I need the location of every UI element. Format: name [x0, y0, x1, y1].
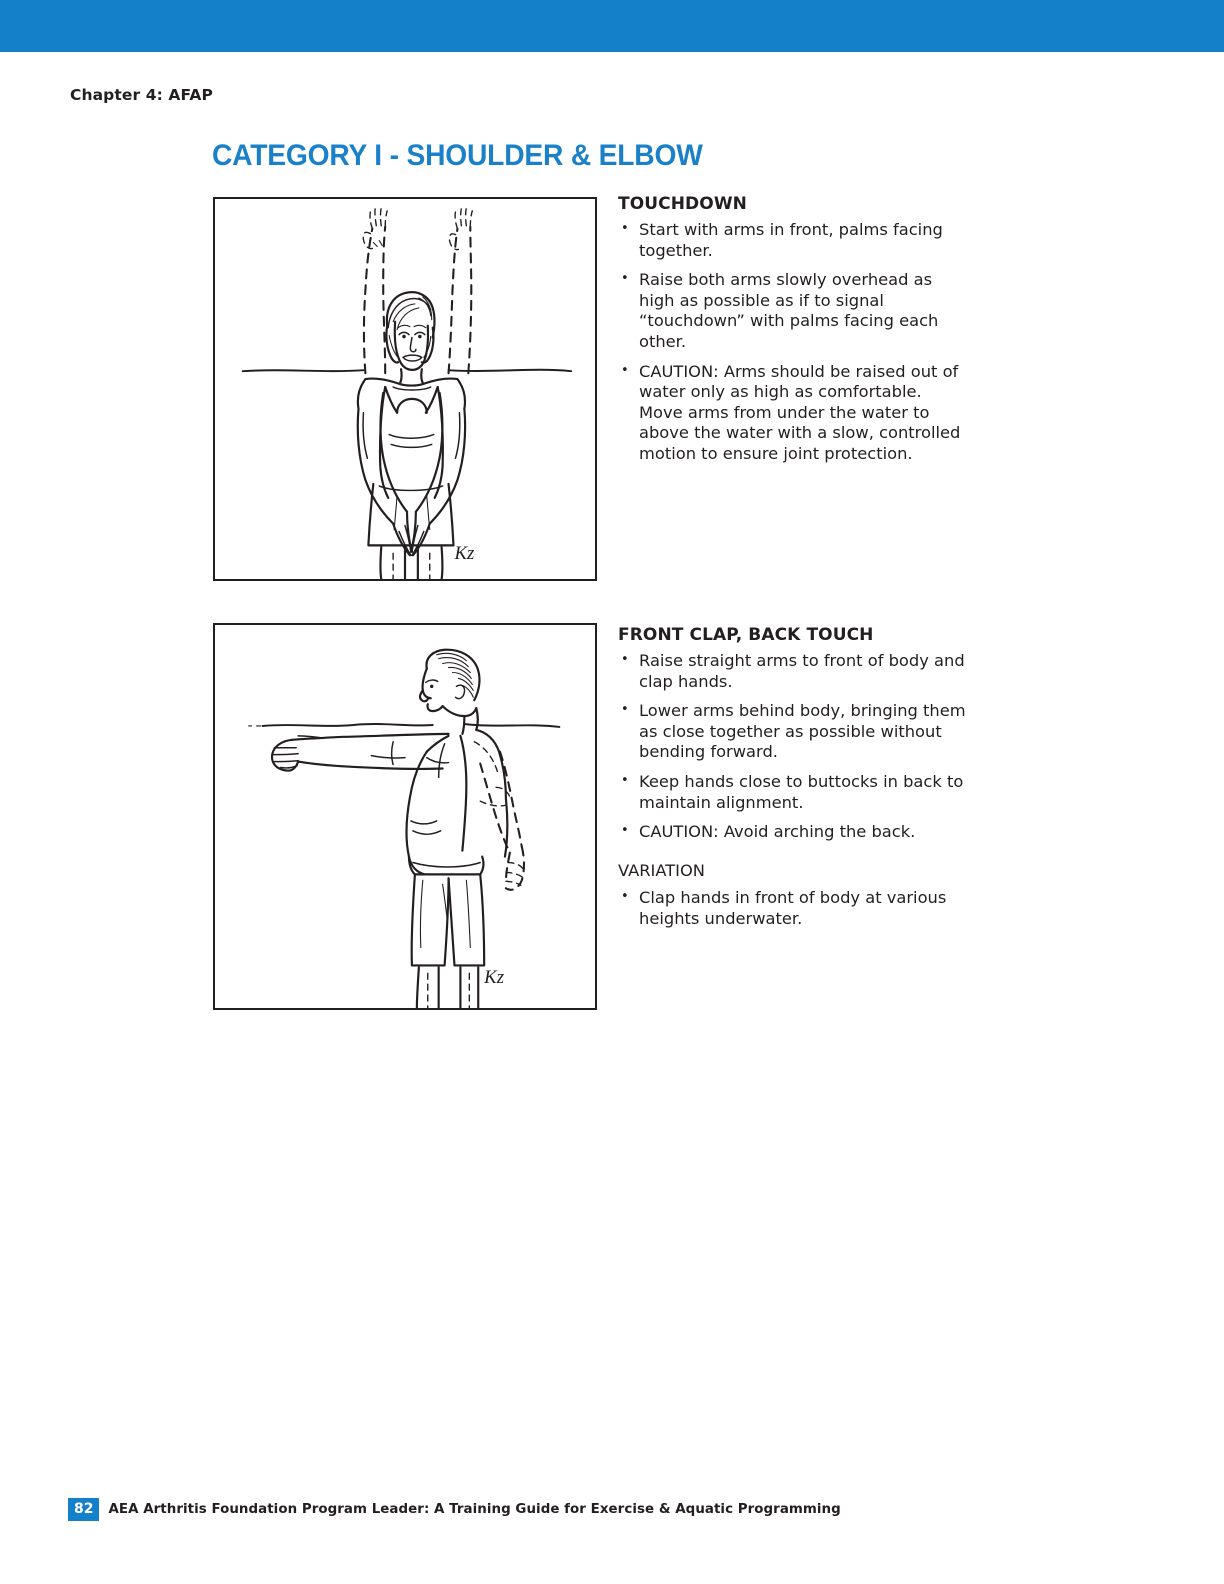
list-item: • Start with arms in front, palms facing together. [618, 220, 970, 261]
chapter-label: Chapter 4: AFAP [70, 86, 213, 104]
exercise-title: FRONT CLAP, BACK TOUCH [618, 625, 874, 645]
list-item: • Raise both arms slowly overhead as high as possible as if to signal “touchdown” with palms facing each other. [618, 270, 970, 352]
exercise-title: TOUCHDOWN [618, 194, 747, 214]
variation-label: VARIATION [618, 860, 705, 880]
list-item: • Keep hands close to buttocks in back to maintain alignment. [618, 772, 970, 813]
artist-signature: Kz [484, 967, 505, 989]
list-item: • Clap hands in front of body at various heights underwater. [618, 888, 970, 929]
page-title: CATEGORY I - SHOULDER & ELBOW [212, 139, 703, 172]
page-number-badge: 82 [68, 1498, 99, 1521]
exercise-illustration-touchdown [213, 197, 597, 581]
footer-title: AEA Arthritis Foundation Program Leader: A Training Guide for Exercise & Aquatic Programming [108, 1502, 841, 1517]
exercise-illustration-front-clap-back-touch [213, 623, 597, 1010]
list-item: • Raise straight arms to front of body and clap hands. [618, 651, 970, 692]
list-item: • CAUTION: Avoid arching the back. [618, 822, 970, 843]
page-footer [68, 1498, 841, 1521]
exercise-bullet-list [618, 651, 970, 843]
artist-signature: Kz [454, 543, 475, 565]
exercise-bullet-list [618, 220, 970, 465]
variation-bullet-list [618, 888, 970, 929]
touchdown-figure-drawing [215, 199, 595, 579]
list-item: • CAUTION: Arms should be raised out of water only as high as comfortable. Move arms from under the water to above the water with a slow, controlled motion to ensure joint protection. [618, 362, 970, 465]
front-clap-back-touch-figure-drawing [215, 625, 595, 1008]
list-item: • Lower arms behind body, bringing them as close together as possible without bending forward. [618, 701, 970, 763]
top-blue-banner [0, 0, 1224, 52]
exercise-text-touchdown [618, 194, 970, 474]
exercise-text-front-clap-back-touch [618, 625, 970, 939]
